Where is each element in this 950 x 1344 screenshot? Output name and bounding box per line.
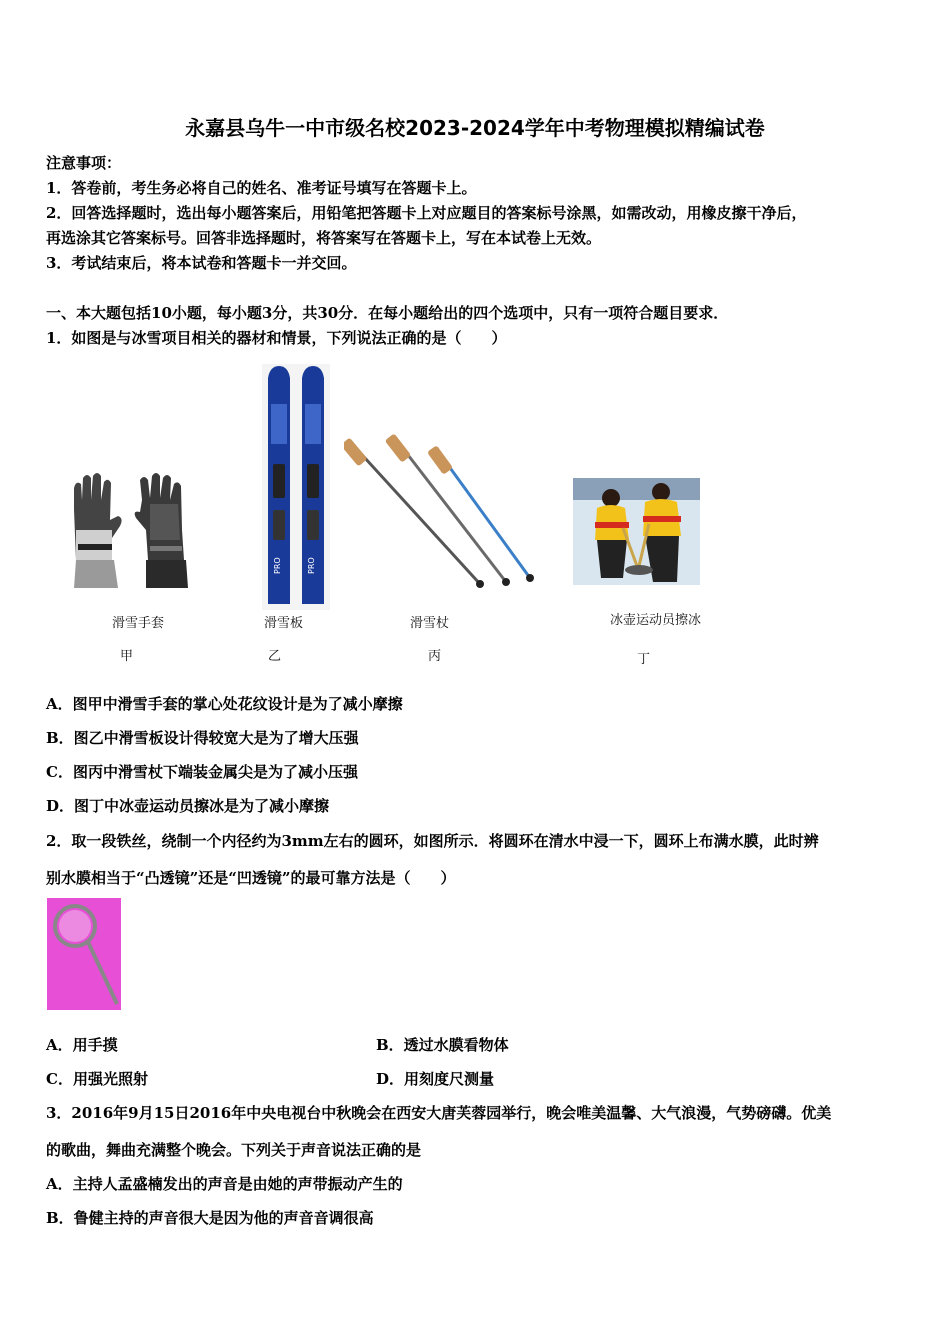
q1-option: D．图丁中冰壶运动员擦冰是为了减小摩擦 xyxy=(46,797,330,815)
q2-option: B．透过水膜看物体 xyxy=(376,1036,509,1054)
fig-label: 乙 xyxy=(268,649,282,664)
fig-label: 丁 xyxy=(637,652,651,667)
ski-poles-image xyxy=(344,432,536,594)
q2-stem: 别水膜相当于“凸透镜”还是“凹透镜”的最可靠方法是（ ） xyxy=(46,869,456,887)
skis-image xyxy=(262,364,330,610)
fig-caption: 滑雪手套 xyxy=(112,616,165,631)
q3-stem: 3．2016年9月15日2016年中央电视台中秋晚会在西安大唐芙蓉园举行，晚会唯美温馨、大气浪漫，气势磅礴。优美 xyxy=(46,1104,832,1122)
notice-heading: 注意事项： xyxy=(46,154,122,172)
ski-pole-icon xyxy=(344,437,484,588)
q3-option: A．主持人孟盛楠发出的声音是由她的声带振动产生的 xyxy=(46,1175,403,1193)
notice-item: 再选涂其它答案标号。回答非选择题时，将答案写在答题卡上，写在本试卷上无效。 xyxy=(46,229,602,247)
q2-option: C．用强光照射 xyxy=(46,1070,148,1088)
q2-option: A．用手摸 xyxy=(46,1036,118,1054)
fig-label: 丙 xyxy=(428,649,442,664)
q3-stem: 的歌曲，舞曲充满整个晚会。下列关于声音说法正确的是 xyxy=(46,1141,422,1159)
q1-stem: 1．如图是与冰雪项目相关的器材和情景，下列说法正确的是（ ） xyxy=(46,329,507,347)
curling-stone-icon xyxy=(625,565,653,575)
fig-label: 甲 xyxy=(120,649,134,664)
section-heading: 一、本大题包括10小题，每小题3分，共30分．在每小题给出的四个选项中，只有一项符合题目要求． xyxy=(46,304,729,322)
ski-gloves-image xyxy=(66,470,192,592)
q2-stem: 2．取一段铁丝，绕制一个内径约为3mm左右的圆环，如图所示．将圆环在清水中浸一下，圆环上布满水膜，此时辨 xyxy=(46,832,819,850)
ski-pole-icon xyxy=(385,433,510,586)
right-glove-icon xyxy=(135,473,188,588)
left-ski-icon xyxy=(268,366,290,604)
notice-item: 1．答卷前，考生务必将自己的姓名、准考证号填写在答题卡上。 xyxy=(46,179,477,197)
notice-item: 2．回答选择题时，选出每小题答案后，用铅笔把答题卡上对应题目的答案标号涂黑，如需改动，用橡皮擦干净后， xyxy=(46,204,807,222)
ski-brand-text: PRO xyxy=(273,557,282,574)
wire-loop-image xyxy=(47,898,121,1010)
q3-option: B．鲁健主持的声音很大是因为他的声音音调很高 xyxy=(46,1209,374,1227)
fig-caption: 冰壶运动员擦冰 xyxy=(610,613,702,628)
q1-option: A．图甲中滑雪手套的掌心处花纹设计是为了减小摩擦 xyxy=(46,695,403,713)
right-ski-icon xyxy=(302,366,324,604)
q2-option: D．用刻度尺测量 xyxy=(376,1070,495,1088)
notice-item: 3．考试结束后，将本试卷和答题卡一并交回。 xyxy=(46,254,357,272)
fig-caption: 滑雪板 xyxy=(264,616,304,631)
page-title: 永嘉县乌牛一中市级名校2023-2024学年中考物理模拟精编试卷 xyxy=(185,116,765,140)
q1-option: B．图乙中滑雪板设计得较宽大是为了增大压强 xyxy=(46,729,359,747)
ski-brand-text: PRO xyxy=(307,557,316,574)
left-glove-icon xyxy=(74,473,122,588)
fig-caption: 滑雪杖 xyxy=(410,616,450,631)
ski-pole-icon xyxy=(427,445,534,582)
q1-option: C．图丙中滑雪杖下端装金属尖是为了减小压强 xyxy=(46,763,358,781)
curling-photo xyxy=(573,478,700,585)
